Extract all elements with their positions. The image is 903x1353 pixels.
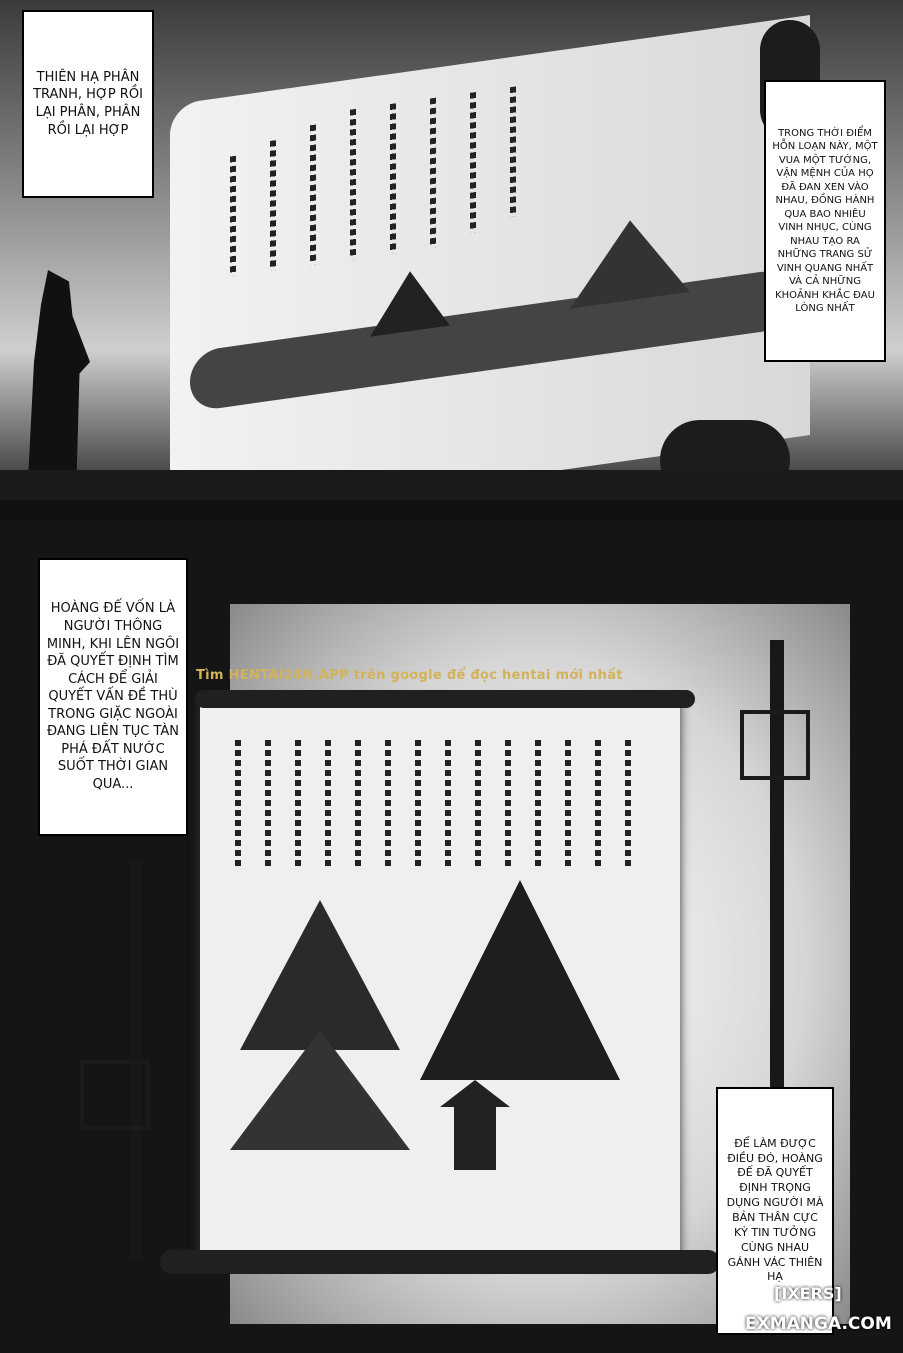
scroll-rod-bottom: [160, 1250, 720, 1274]
narration-text: THIÊN HẠ PHÂN TRANH, HỢP RỒI LẠI PHÂN, PHÂN RỒI LẠI HỢP: [33, 69, 143, 138]
top-panel: [0, 0, 903, 500]
site-logo-top: [IXERS]: [774, 1284, 842, 1303]
narration-caption-right: [764, 80, 886, 362]
floor-shadow: [0, 470, 903, 500]
watermark-text: Tìm HENTAI24H.APP trên google để đọc hentai mới nhất: [196, 668, 623, 683]
narration-text: TRONG THỜI ĐIỂM HỖN LOẠN NÀY, MỘT VUA MỘT TƯỚNG, VẬN MỆNH CỦA HỌ ĐÃ ĐAN XEN VÀO NHAU, ĐỒNG HÀNH QUA BAO NHIÊU VINH NHỤC, CÙNG NHAU TẠO RA NHỮNG TRANG SỬ VINH QUANG NHẤT VÀ CẢ NHỮNG KHOẢNH KHẮC ĐAU LÒNG NHẤT: [772, 127, 878, 314]
site-logo-bottom: EXMANGA.COM: [745, 1314, 892, 1334]
lattice-ornament-left: [80, 1060, 150, 1130]
narration-caption-top: [38, 558, 188, 836]
scroll-rod-top: [195, 690, 695, 708]
lattice-ornament-right: [740, 710, 810, 780]
hanging-scroll-art: [200, 700, 680, 1260]
pavilion-icon: [440, 1080, 510, 1170]
official-silhouette: [20, 270, 90, 500]
bottom-panel: [0, 520, 903, 1353]
narration-text: HOÀNG ĐẾ VỐN LÀ NGƯỜI THÔNG MINH, KHI LÊN NGÔI ĐÃ QUYẾT ĐỊNH TÌM CÁCH ĐỂ GIẢI QUYẾT VẤN ĐỀ THÙ TRONG GIẶC NGOÀI ĐANG LIÊN TỤC TÀN PHÁ ĐẤT NƯỚC SUỐT THỜI GIAN QUA...: [46, 601, 180, 792]
narration-text: ĐỂ LÀM ĐƯỢC ĐIỀU ĐÓ, HOÀNG ĐẾ ĐÃ QUYẾT ĐỊNH TRỌNG DỤNG NGƯỜI MÀ BẢN THÂN CỰC KỲ TIN TƯỞNG CÙNG NHAU GÁNH VÁC THIÊN HẠ: [726, 1136, 824, 1284]
narration-caption-left: [22, 10, 154, 198]
